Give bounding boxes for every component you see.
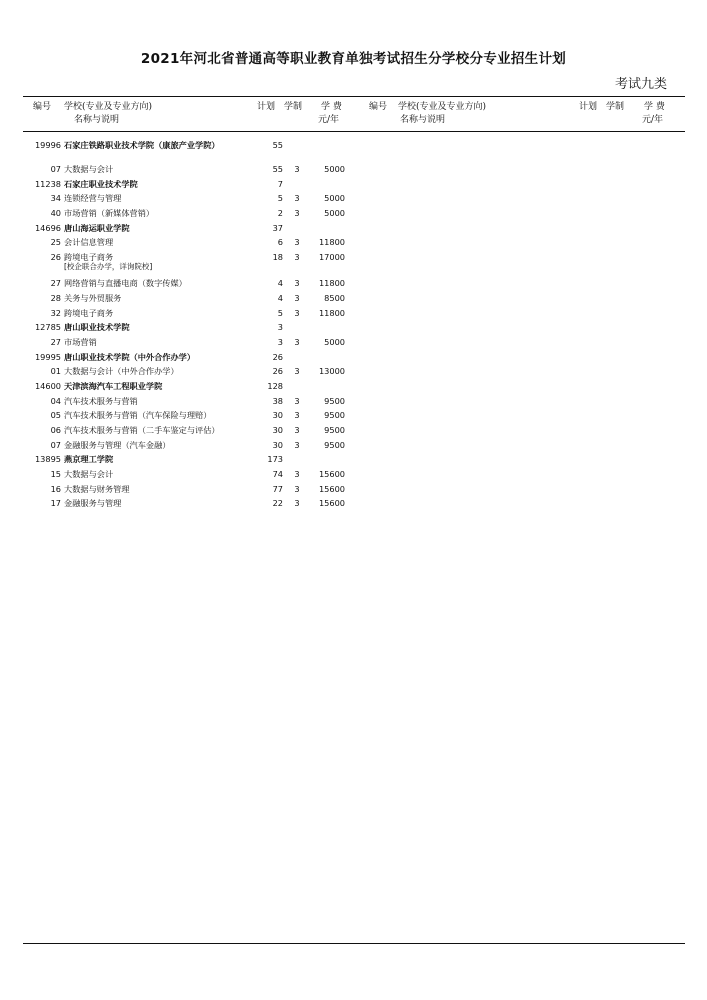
row-name: 汽车技术服务与营销（二手车鉴定与评估）	[64, 425, 220, 435]
row-code: 13895	[34, 454, 61, 465]
row-code: 16	[50, 483, 61, 494]
row-fee: 11800	[318, 237, 345, 248]
major-row	[0, 438, 707, 453]
plan-table-body	[0, 138, 707, 511]
row-code: 26	[50, 252, 61, 263]
school-row	[0, 221, 707, 236]
row-fee: 5000	[324, 164, 345, 174]
row-years: 3	[294, 292, 300, 303]
row-name: 会计信息管理	[64, 237, 114, 248]
row-years: 3	[294, 237, 300, 248]
header-plan: 计划	[257, 102, 276, 112]
row-code: 34	[50, 193, 61, 204]
row-name: 跨境电子商务	[64, 252, 114, 263]
major-row	[0, 291, 707, 306]
header-fee-line2: 元/年	[318, 115, 340, 125]
row-name: 金融服务与管理（汽车金融）	[64, 439, 171, 450]
top-rule	[23, 96, 685, 97]
row-plan: 4	[277, 292, 283, 303]
header-years-right: 学制	[606, 102, 625, 112]
row-plan: 55	[272, 140, 283, 150]
row-plan: 30	[272, 439, 283, 450]
row-years: 3	[294, 336, 300, 347]
row-name: 唐山职业技术学院（中外合作办学）	[64, 351, 196, 362]
row-fee: 5000	[324, 336, 345, 347]
row-plan: 128	[267, 380, 283, 391]
row-code: 12785	[34, 322, 61, 333]
header-plan-right: 计划	[579, 102, 598, 112]
row-years: 3	[294, 410, 300, 421]
row-name: 唐山海运职业学院	[64, 222, 130, 233]
row-plan: 5	[277, 307, 283, 318]
row-years: 3	[294, 193, 300, 204]
row-name: 跨境电子商务	[64, 307, 114, 318]
major-row	[0, 276, 707, 291]
row-code: 27	[50, 336, 61, 347]
row-fee: 13000	[318, 366, 345, 377]
row-name: 连锁经营与管理	[64, 193, 122, 204]
major-row	[0, 162, 707, 177]
major-row	[0, 191, 707, 206]
row-years: 3	[294, 252, 300, 263]
page-title: 2021年河北省普通高等职业教育单独考试招生分学校分专业招生计划	[140, 51, 567, 67]
row-code: 14600	[34, 380, 61, 391]
row-code: 32	[50, 307, 61, 318]
school-row	[0, 177, 707, 192]
row-code: 07	[50, 439, 61, 450]
row-fee: 9500	[324, 439, 345, 450]
row-code: 07	[50, 164, 61, 174]
major-row	[0, 423, 707, 438]
school-row	[0, 350, 707, 365]
row-fee: 15600	[318, 469, 345, 480]
row-years: 3	[294, 498, 300, 509]
row-name: 汽车技术服务与营销	[64, 395, 138, 406]
bottom-rule	[23, 943, 685, 944]
row-name: 石家庄铁路职业技术学院（康旅产业学院）	[64, 140, 220, 150]
row-plan: 3	[277, 336, 283, 347]
row-plan: 55	[272, 164, 283, 174]
row-plan: 26	[272, 366, 283, 377]
row-name: 大数据与会计	[64, 164, 114, 174]
row-plan: 77	[272, 483, 283, 494]
row-fee: 5000	[324, 208, 345, 219]
major-row	[0, 250, 707, 276]
row-fee: 11800	[318, 307, 345, 318]
row-code: 19995	[34, 351, 61, 362]
row-years: 3	[294, 164, 300, 174]
exam-category-label: 考试九类	[614, 77, 667, 92]
row-plan: 173	[267, 454, 283, 465]
row-code: 40	[50, 208, 61, 219]
row-plan: 26	[272, 351, 283, 362]
row-years: 3	[294, 278, 300, 289]
header-rule	[23, 131, 685, 132]
row-fee: 15600	[318, 483, 345, 494]
header-code: 编号	[33, 102, 52, 112]
row-years: 3	[294, 439, 300, 450]
row-code: 06	[50, 425, 61, 435]
row-years: 3	[294, 469, 300, 480]
row-fee: 15600	[318, 498, 345, 509]
row-name: 大数据与会计	[64, 469, 114, 480]
row-plan: 5	[277, 193, 283, 204]
row-name: 市场营销	[64, 336, 97, 347]
row-plan: 30	[272, 425, 283, 435]
row-plan: 18	[272, 252, 283, 263]
major-row	[0, 206, 707, 221]
major-row	[0, 467, 707, 482]
row-years: 3	[294, 425, 300, 435]
row-plan: 37	[272, 222, 283, 233]
row-name: 汽车技术服务与营销（汽车保险与理赔）	[64, 410, 212, 421]
school-row	[0, 452, 707, 467]
row-plan: 6	[277, 237, 283, 248]
row-code: 14696	[34, 222, 61, 233]
row-fee: 9500	[324, 410, 345, 421]
row-name: 大数据与会计（中外合作办学）	[64, 366, 179, 377]
header-school-line1: 学校(专业及专业方向)	[64, 102, 153, 112]
row-years: 3	[294, 483, 300, 494]
row-years: 3	[294, 208, 300, 219]
row-code: 27	[50, 278, 61, 289]
header-years: 学制	[284, 102, 303, 112]
major-row	[0, 306, 707, 321]
row-plan: 22	[272, 498, 283, 509]
row-name: 关务与外贸服务	[64, 292, 122, 303]
school-row	[0, 379, 707, 394]
row-years: 3	[294, 307, 300, 318]
row-code: 25	[50, 237, 61, 248]
header-code-right: 编号	[369, 102, 388, 112]
header-fee-line2-right: 元/年	[642, 115, 664, 125]
row-plan: 3	[277, 322, 283, 333]
row-code: 04	[50, 395, 61, 406]
header-fee-line1: 学 费	[321, 102, 342, 112]
major-row	[0, 496, 707, 511]
header-school-line1-right: 学校(专业及专业方向)	[398, 102, 487, 112]
row-plan: 7	[277, 178, 283, 189]
header-school-line2-right: 名称与说明	[400, 115, 446, 125]
row-name: 金融服务与管理	[64, 498, 122, 509]
major-row	[0, 394, 707, 409]
row-name: 大数据与财务管理	[64, 483, 130, 494]
row-fee: 9500	[324, 425, 345, 435]
major-row	[0, 408, 707, 423]
row-code: 05	[50, 410, 61, 421]
row-code: 15	[50, 469, 61, 480]
school-row	[0, 138, 707, 162]
row-plan: 4	[277, 278, 283, 289]
row-plan: 2	[277, 208, 283, 219]
header-school-line2: 名称与说明	[74, 115, 120, 125]
row-name: 市场营销（新媒体营销）	[64, 208, 155, 219]
major-row	[0, 364, 707, 379]
header-fee-line1-right: 学 费	[644, 102, 665, 112]
row-years: 3	[294, 366, 300, 377]
row-plan: 38	[272, 395, 283, 406]
row-fee: 11800	[318, 278, 345, 289]
row-name: 燕京理工学院	[64, 454, 114, 465]
row-name: 网络营销与直播电商（数字传媒）	[64, 278, 187, 289]
row-name: 唐山职业技术学院	[64, 322, 130, 333]
row-fee: 17000	[318, 252, 345, 263]
row-fee: 5000	[324, 193, 345, 204]
row-fee: 9500	[324, 395, 345, 406]
school-row	[0, 320, 707, 335]
row-code: 11238	[34, 178, 61, 189]
row-plan: 30	[272, 410, 283, 421]
row-code: 28	[50, 292, 61, 303]
row-note: [校企联合办学，详询院校]	[64, 262, 153, 272]
major-row	[0, 235, 707, 250]
major-row	[0, 335, 707, 350]
row-fee: 8500	[324, 292, 345, 303]
major-row	[0, 482, 707, 497]
row-plan: 74	[272, 469, 283, 480]
row-name: 石家庄职业技术学院	[64, 178, 138, 189]
row-code: 17	[50, 498, 61, 509]
row-name: 天津滨海汽车工程职业学院	[64, 380, 163, 391]
row-code: 19996	[34, 140, 61, 150]
row-code: 01	[50, 366, 61, 377]
row-years: 3	[294, 395, 300, 406]
